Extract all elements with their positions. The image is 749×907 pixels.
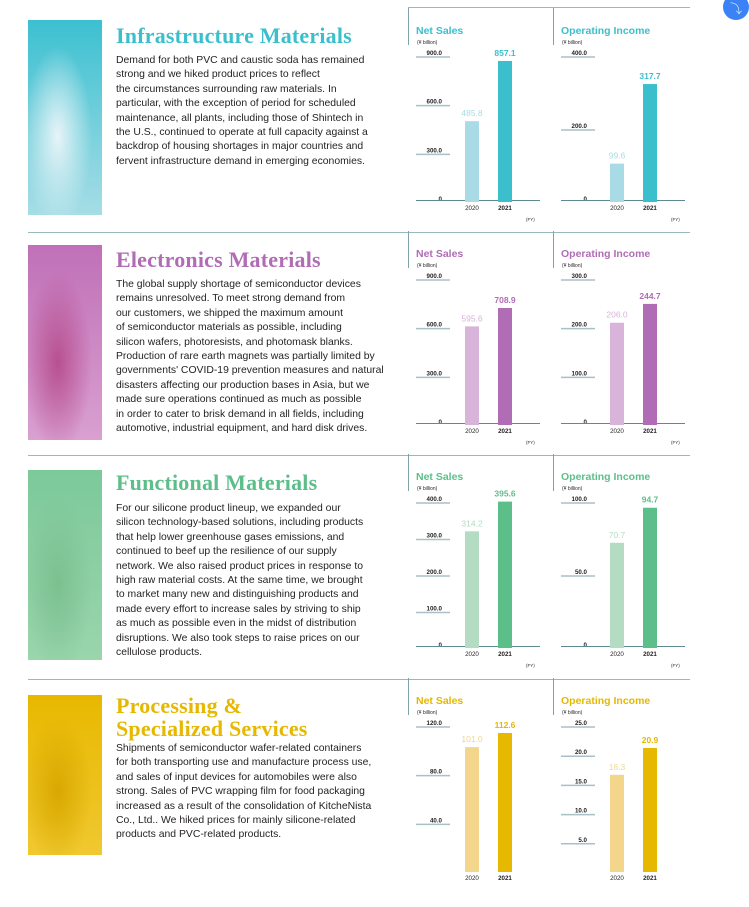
segment-description <box>116 502 396 660</box>
y-tick-label: 120.0 <box>426 720 442 727</box>
x-tick-label: 2020 <box>465 651 479 658</box>
bar-2021 <box>643 304 657 425</box>
bar-value-label: 20.9 <box>641 734 659 745</box>
x-tick-label: 2021 <box>643 428 657 435</box>
charts-svg <box>400 446 700 678</box>
segment-title-line: Infrastructure Materials <box>116 23 352 48</box>
bar-value-label: 244.7 <box>639 290 661 301</box>
x-tick-label: 2020 <box>465 205 479 212</box>
segment-description <box>116 278 396 436</box>
bar-2021 <box>498 502 512 648</box>
y-tick-label: 100.0 <box>571 370 587 378</box>
overlay-action-icon[interactable]: ⤵ <box>723 0 749 20</box>
y-tick-label: 200.0 <box>571 321 587 329</box>
x-tick-label: 2021 <box>643 651 657 658</box>
bar-value-label: 94.7 <box>641 494 659 505</box>
segment-description <box>116 742 396 843</box>
x-tick-label: 2021 <box>498 875 512 882</box>
description-line: governments' COVID-19 prevention measures and natural <box>116 365 384 377</box>
bar-value-label: 314.2 <box>461 518 483 529</box>
y-tick-label: 200.0 <box>571 123 587 130</box>
x-tick-label: 2021 <box>498 205 512 212</box>
description-line: made sure operations continued as much as possible <box>116 394 362 406</box>
y-tick-label: 100.0 <box>571 496 587 503</box>
bar-value-label: 395.6 <box>494 488 516 499</box>
bar-2020 <box>465 747 479 872</box>
segment-charts <box>400 670 700 902</box>
segment-title <box>116 24 352 47</box>
description-line: Production of rare earth magnets was partially limited by <box>116 351 375 363</box>
description-line: for both transporting use and manufacture process use, <box>116 757 372 769</box>
chart-unit: (¥ billion) <box>562 40 583 46</box>
description-line: products and PVC-related products. <box>116 829 282 841</box>
bar-value-label: 101.0 <box>461 734 483 745</box>
description-line: fervent infrastructure demand in emerging economies. <box>116 155 365 167</box>
chart-title: Operating Income <box>561 248 651 260</box>
y-tick-label: 25.0 <box>574 720 587 727</box>
segment-title-line: Functional Materials <box>116 470 318 495</box>
y-tick-label: 20.0 <box>574 749 587 757</box>
net-sales-chart <box>409 8 541 222</box>
y-tick-label: 5.0 <box>578 836 587 844</box>
y-tick-label: 300.0 <box>426 370 442 378</box>
description-line: Shipments of semiconductor wafer-related containers <box>116 743 362 754</box>
description-line: as much as possible even in the midst of distribution <box>116 618 357 630</box>
bar-value-label: 16.3 <box>608 761 626 772</box>
chart-unit: (¥ billion) <box>417 263 438 269</box>
charts-svg <box>400 0 700 232</box>
x-tick-label: 2020 <box>610 428 624 435</box>
bar-2020 <box>610 543 624 648</box>
bar-value-label: 857.1 <box>494 47 516 58</box>
description-line: and sales of input devices for automobiles were also <box>116 771 357 783</box>
fy-label: (FY) <box>526 663 535 668</box>
segment-title-line: Specialized Services <box>116 716 308 741</box>
chart-title: Net Sales <box>416 248 464 260</box>
description-line: particular, with the exception of period for scheduled <box>116 98 356 110</box>
description-line: increased as a result of the consolidation of KitcheNista <box>116 800 372 812</box>
x-tick-label: 2021 <box>643 875 657 882</box>
bar-value-label: 112.6 <box>494 720 516 731</box>
chart-unit: (¥ billion) <box>417 40 438 46</box>
description-line: Co., Ltd.. We hiked prices for mainly silicone-related <box>116 815 356 827</box>
description-line: For our silicone product lineup, we expanded our <box>116 503 341 514</box>
x-tick-label: 2020 <box>465 875 479 882</box>
y-tick-label: 600.0 <box>426 321 442 329</box>
description-line: backdrop of housing shortages in major countries and <box>116 141 364 153</box>
y-tick-label: 400.0 <box>571 50 587 57</box>
y-tick-label: 50.0 <box>574 569 587 576</box>
x-tick-label: 2020 <box>610 875 624 882</box>
segment-photo <box>28 695 102 855</box>
description-line: of semiconductor materials as possible, including <box>116 322 342 334</box>
segment-title <box>116 694 308 740</box>
segment-title-line: Electronics Materials <box>116 247 321 272</box>
y-tick-label: 600.0 <box>426 98 442 106</box>
net-sales-chart <box>409 454 541 668</box>
segment-charts <box>400 223 700 455</box>
fy-label: (FY) <box>671 663 680 668</box>
description-line: network. We also raised product prices in response to <box>116 560 363 572</box>
segment-photo <box>28 20 102 215</box>
operating-income-chart <box>554 8 686 222</box>
x-tick-label: 2021 <box>498 651 512 658</box>
segment-charts <box>400 0 700 232</box>
y-tick-label: 900.0 <box>426 50 442 57</box>
segment-description <box>116 54 396 169</box>
description-line: made every effort to increase sales by striving to ship <box>116 603 361 615</box>
bar-value-label: 206.0 <box>606 309 628 320</box>
y-tick-label: 100.0 <box>426 605 442 613</box>
chart-unit: (¥ billion) <box>417 710 438 716</box>
chart-unit: (¥ billion) <box>562 486 583 492</box>
segment-photo <box>28 470 102 660</box>
bar-2021 <box>498 308 512 425</box>
charts-svg <box>400 670 700 902</box>
bar-2020 <box>465 326 479 425</box>
description-line: remains unresolved. To meet strong demand from <box>116 293 346 305</box>
chart-title: Operating Income <box>561 25 651 37</box>
fy-label: (FY) <box>671 440 680 445</box>
y-tick-label: 80.0 <box>429 768 442 776</box>
y-tick-label: 200.0 <box>426 569 442 576</box>
x-tick-label: 2021 <box>643 205 657 212</box>
operating-income-chart <box>554 678 659 882</box>
y-tick-label: 300.0 <box>426 147 442 155</box>
operating-income-chart <box>554 454 686 668</box>
bar-2021 <box>498 733 512 872</box>
bar-value-label: 708.9 <box>494 295 516 306</box>
bar-2020 <box>465 121 479 202</box>
bar-value-label: 595.6 <box>461 313 483 324</box>
description-line: the U.S., continued to operate at full capacity against a <box>116 127 368 139</box>
description-line: disasters affecting our production bases in Asia, but we <box>116 379 370 391</box>
chart-title: Operating Income <box>561 471 651 483</box>
bar-2021 <box>643 84 657 202</box>
bar-2021 <box>643 508 657 648</box>
x-tick-label: 2020 <box>465 428 479 435</box>
net-sales-chart <box>409 678 516 882</box>
fy-label: (FY) <box>671 217 680 222</box>
x-tick-label: 2021 <box>498 428 512 435</box>
bar-value-label: 317.7 <box>639 71 661 82</box>
description-line: disruptions. We also took steps to raise prices on our <box>116 632 360 644</box>
description-line: our customers, we shipped the maximum amount <box>116 307 343 319</box>
net-sales-chart <box>409 231 541 445</box>
y-tick-label: 0 <box>438 642 442 649</box>
chart-title: Net Sales <box>416 471 464 483</box>
x-tick-label: 2020 <box>610 651 624 658</box>
chart-unit: (¥ billion) <box>562 710 583 716</box>
segment-title <box>116 248 321 271</box>
description-line: strong. Sales of PVC wrapping film for food packaging <box>116 786 365 798</box>
bar-value-label: 485.8 <box>461 108 483 119</box>
description-line: The global supply shortage of semiconductor devices <box>116 279 361 290</box>
description-line: strong and we hiked product prices to reflect <box>116 69 320 81</box>
segment-charts <box>400 446 700 678</box>
chart-title: Operating Income <box>561 695 651 707</box>
description-line: maintenance, all plants, including those of Shintech in <box>116 112 364 124</box>
operating-income-chart <box>554 231 686 445</box>
chart-unit: (¥ billion) <box>417 486 438 492</box>
bar-2020 <box>610 164 624 202</box>
y-tick-label: 0 <box>438 196 442 203</box>
description-line: to market many new and distinguishing products and <box>116 589 359 601</box>
fy-label: (FY) <box>526 440 535 445</box>
bar-value-label: 99.6 <box>608 150 626 161</box>
chart-title: Net Sales <box>416 25 464 37</box>
segment-photo <box>28 245 102 440</box>
y-tick-label: 300.0 <box>426 532 442 540</box>
charts-svg <box>400 223 700 455</box>
description-line: cellulose products. <box>116 647 203 659</box>
description-line: Demand for both PVC and caustic soda has remained <box>116 55 365 66</box>
y-tick-label: 0 <box>583 642 587 649</box>
bar-2020 <box>610 775 624 872</box>
description-line: the circumstances surrounding raw materials. In <box>116 83 337 95</box>
fy-label: (FY) <box>526 217 535 222</box>
y-tick-label: 400.0 <box>426 496 442 503</box>
segment-title-line: Processing & <box>116 693 243 718</box>
bar-2020 <box>465 531 479 648</box>
bar-2020 <box>610 323 624 425</box>
y-tick-label: 10.0 <box>574 807 587 815</box>
bar-value-label: 70.7 <box>608 529 626 540</box>
chart-unit: (¥ billion) <box>562 263 583 269</box>
description-line: in order to cater to brisk demand in all fields, including <box>116 408 364 420</box>
description-line: continued to beef up the resilience of our supply <box>116 546 337 558</box>
y-tick-label: 900.0 <box>426 273 442 280</box>
description-line: silicon wafers, photoresists, and photomask blanks. <box>116 336 353 348</box>
description-line: silicon technology-based solutions, including products <box>116 517 364 529</box>
y-tick-label: 300.0 <box>571 273 587 280</box>
y-tick-label: 40.0 <box>429 817 442 825</box>
y-tick-label: 15.0 <box>574 778 587 786</box>
description-line: high raw material costs. At the same time, we brought <box>116 575 363 587</box>
y-tick-label: 0 <box>438 419 442 426</box>
x-tick-label: 2020 <box>610 205 624 212</box>
description-line: that help lower greenhouse gases emissions, and <box>116 531 345 543</box>
y-tick-label: 0 <box>583 196 587 203</box>
bar-2021 <box>498 61 512 202</box>
segment-title <box>116 471 317 494</box>
chart-title: Net Sales <box>416 695 464 707</box>
description-line: automotive, industrial equipment, and hard disk drives. <box>116 423 368 435</box>
bar-2021 <box>643 748 657 872</box>
y-tick-label: 0 <box>583 419 587 426</box>
